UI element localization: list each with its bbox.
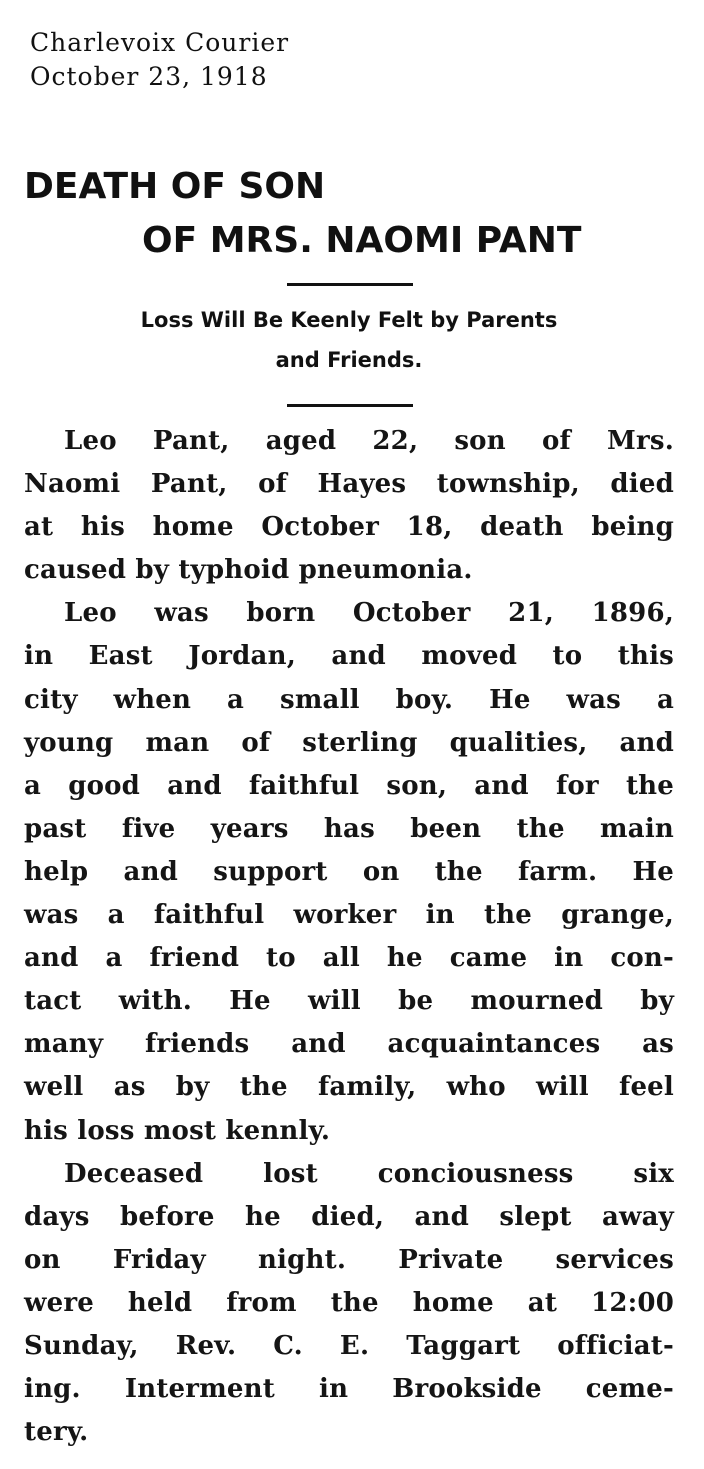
paragraph-line: tact with. He will be mourned by: [24, 986, 674, 1017]
paragraph-line: at his home October 18, death being: [24, 512, 674, 543]
paragraph-line: help and support on the farm. He: [24, 856, 674, 887]
source-citation: [30, 26, 289, 94]
paragraph-line: Leo Pant, aged 22, son of Mrs.: [64, 426, 674, 456]
paragraph-line: Naomi Pant, of Hayes township, died: [24, 469, 674, 500]
headline-divider: [287, 283, 413, 286]
subhead-line-2: and Friends.: [275, 348, 423, 372]
paragraph-line: were held from the home at 12:00: [24, 1287, 674, 1318]
paragraph-line: days before he died, and slept away: [24, 1201, 674, 1232]
paragraph-line: ing. Interment in Brookside ceme-: [24, 1374, 674, 1405]
paragraph-line: young man of sterling qualities, and: [24, 727, 674, 758]
paragraph-line: well as by the family, who will feel: [24, 1072, 674, 1103]
headline-line-2: OF MRS. NAOMI PANT: [142, 220, 582, 261]
paragraph-line: and a friend to all he came in con-: [24, 943, 674, 974]
paragraph-line: in East Jordan, and moved to this: [24, 641, 674, 672]
paragraph-line: his loss most kennly.: [24, 1115, 331, 1146]
newspaper-name: Charlevoix Courier: [30, 28, 290, 57]
article-paragraph: [24, 592, 674, 1152]
subhead-divider: [287, 404, 413, 407]
paragraph-line: on Friday night. Private services: [24, 1244, 674, 1275]
paragraph-line: many friends and acquaintances as: [24, 1029, 674, 1060]
publication-date: October 23, 1918: [30, 62, 268, 91]
paragraph-line: was a faithful worker in the grange,: [24, 900, 674, 931]
paragraph-line: Deceased lost conciousness six: [64, 1158, 674, 1189]
paragraph-line: past five years has been the main: [24, 813, 674, 844]
subhead-line-1: Loss Will Be Keenly Felt by Parents: [140, 308, 558, 332]
paragraph-line: Sunday, Rev. C. E. Taggart officiat-: [24, 1330, 674, 1361]
article-headline: [24, 160, 684, 268]
paragraph-line: Leo was born October 21, 1896,: [64, 598, 674, 629]
paragraph-line: tery.: [24, 1417, 89, 1448]
headline-line-1: DEATH OF SON: [24, 166, 326, 207]
article-subhead: [24, 300, 674, 380]
paragraph-line: caused by typhoid pneumonia.: [24, 555, 473, 586]
paragraph-line: city when a small boy. He was a: [24, 684, 674, 715]
article-paragraph: [24, 420, 674, 592]
article-paragraph: [24, 1153, 674, 1455]
paragraph-line: a good and faithful son, and for the: [24, 770, 674, 801]
article-body: [24, 420, 674, 1454]
